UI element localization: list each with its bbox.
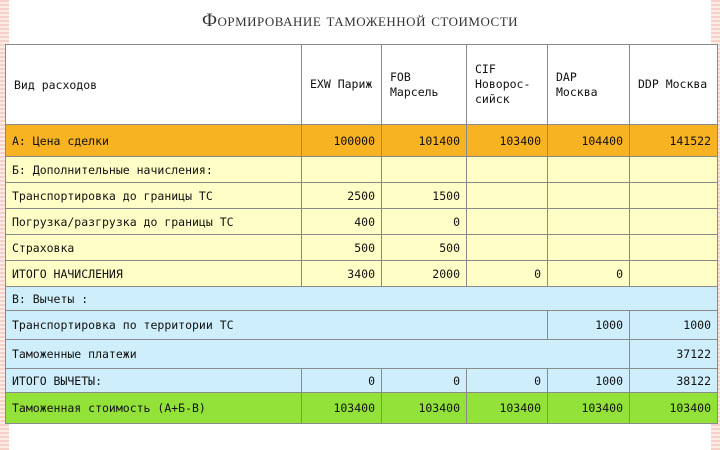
cell-dap bbox=[548, 183, 630, 209]
cell-ddp: 141522 bbox=[630, 125, 718, 157]
cell-fob: 0 bbox=[382, 209, 467, 235]
cell-ddp: 37122 bbox=[630, 340, 718, 369]
cell-dap: 1000 bbox=[548, 369, 630, 393]
cell-exw: 0 bbox=[302, 369, 382, 393]
header-dap: DAP Москва bbox=[548, 45, 630, 125]
table-row-transaction-price bbox=[6, 125, 718, 157]
cell-dap bbox=[548, 235, 630, 261]
cell-fob: 1500 bbox=[382, 183, 467, 209]
cell-ddp bbox=[630, 209, 718, 235]
table-row-transport-to-border bbox=[6, 183, 718, 209]
table-row-loading-unloading bbox=[6, 209, 718, 235]
cell-fob: 103400 bbox=[382, 393, 467, 424]
row-label: Б: Дополнительные начисления: bbox=[6, 157, 302, 183]
customs-value-table bbox=[5, 44, 718, 424]
cell-dap: 0 bbox=[548, 261, 630, 287]
row-label: Таможенные платежи bbox=[6, 340, 630, 369]
cell-cif: 0 bbox=[467, 261, 548, 287]
table-row-deductions-total bbox=[6, 369, 718, 393]
cell-exw: 3400 bbox=[302, 261, 382, 287]
header-exw: EXW Париж bbox=[302, 45, 382, 125]
cell-ddp bbox=[630, 261, 718, 287]
cell-cif: 103400 bbox=[467, 393, 548, 424]
table-row-customs-payments bbox=[6, 340, 718, 369]
row-label: Транспортировка по территории ТС bbox=[6, 311, 548, 340]
cell-fob bbox=[382, 157, 467, 183]
row-label: Таможенная стоимость (А+Б-В) bbox=[6, 393, 302, 424]
cell-ddp bbox=[630, 235, 718, 261]
row-label: ИТОГО НАЧИСЛЕНИЯ bbox=[6, 261, 302, 287]
cell-fob: 101400 bbox=[382, 125, 467, 157]
cell-cif bbox=[467, 235, 548, 261]
cell-exw: 400 bbox=[302, 209, 382, 235]
cell-exw: 100000 bbox=[302, 125, 382, 157]
table-row-customs-value bbox=[6, 393, 718, 424]
cell-ddp: 103400 bbox=[630, 393, 718, 424]
cell-cif: 103400 bbox=[467, 125, 548, 157]
row-label: ИТОГО ВЫЧЕТЫ: bbox=[6, 369, 302, 393]
cell-cif: 0 bbox=[467, 369, 548, 393]
header-cif: CIF Новорос-сийск bbox=[467, 45, 548, 125]
table-row-additions-total bbox=[6, 261, 718, 287]
cell-dap: 103400 bbox=[548, 393, 630, 424]
cell-fob: 0 bbox=[382, 369, 467, 393]
cell-dap: 1000 bbox=[548, 311, 630, 340]
cell-dap bbox=[548, 209, 630, 235]
row-label: А: Цена сделки bbox=[6, 125, 302, 157]
table-row-insurance bbox=[6, 235, 718, 261]
table-header-row bbox=[6, 45, 718, 125]
cell-dap bbox=[548, 157, 630, 183]
cell-ddp bbox=[630, 183, 718, 209]
cell-fob: 500 bbox=[382, 235, 467, 261]
cell-cif bbox=[467, 157, 548, 183]
table-row-additions-header bbox=[6, 157, 718, 183]
cell-exw bbox=[302, 157, 382, 183]
cell-ddp: 1000 bbox=[630, 311, 718, 340]
row-label: В: Вычеты : bbox=[6, 287, 718, 311]
cell-cif bbox=[467, 183, 548, 209]
header-fob: FOB Марсель bbox=[382, 45, 467, 125]
cell-cif bbox=[467, 209, 548, 235]
cell-exw: 2500 bbox=[302, 183, 382, 209]
cell-exw: 103400 bbox=[302, 393, 382, 424]
table-row-transport-territory bbox=[6, 311, 718, 340]
header-ddp: DDP Москва bbox=[630, 45, 718, 125]
cell-dap: 104400 bbox=[548, 125, 630, 157]
header-expense-type: Вид расходов bbox=[6, 45, 302, 125]
cell-ddp bbox=[630, 157, 718, 183]
page-title: Формирование таможенной стоимости bbox=[201, 10, 519, 31]
row-label: Погрузка/разгрузка до границы ТС bbox=[6, 209, 302, 235]
row-label: Транспортировка до границы ТС bbox=[6, 183, 302, 209]
row-label: Страховка bbox=[6, 235, 302, 261]
cell-fob: 2000 bbox=[382, 261, 467, 287]
table-row-deductions-header bbox=[6, 287, 718, 311]
cell-exw: 500 bbox=[302, 235, 382, 261]
cell-ddp: 38122 bbox=[630, 369, 718, 393]
